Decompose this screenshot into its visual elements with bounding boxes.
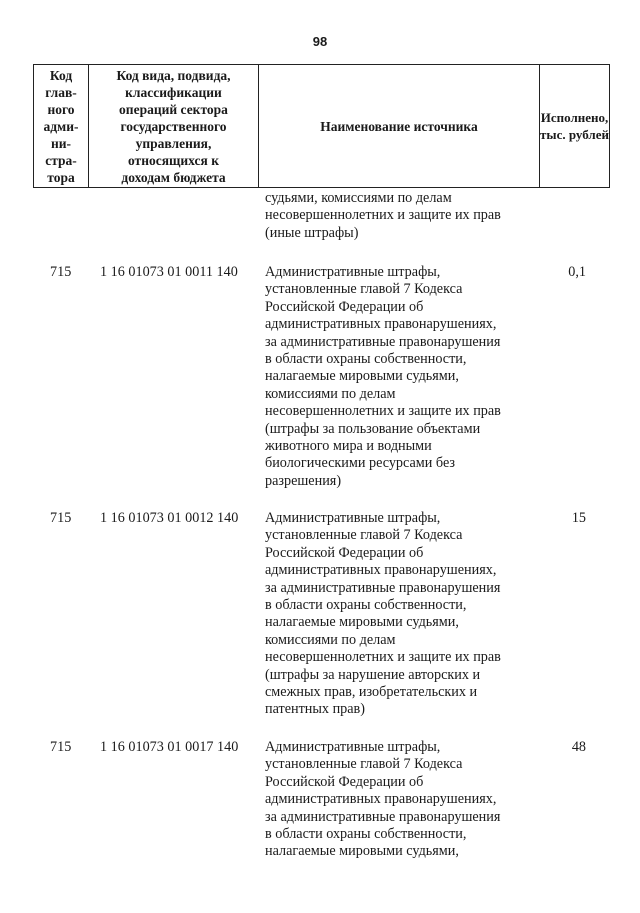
amount: 15 [571,510,586,526]
header-source-name: Наименование источника [259,65,540,187]
continuation-text: судьями, комиссиями по делам несовершеннолетних и защите их прав (иные штрафы) [265,190,501,241]
classification-code: 1 16 01073 01 0011 140 [100,264,238,280]
header-class-code: Код вида, подвида, классификации операций сектора государственного управления, относящихся к доходам бюджета [89,65,259,187]
classification-code: 1 16 01073 01 0017 140 [100,739,239,755]
source-name: Административные штрафы, установленные главой 7 Кодекса Российской Федерации об административных правонарушениях, за административные правонарушения в области охраны собственности, налагаемые мировыми судьями, [265,739,501,860]
source-name: Административные штрафы, установленные главой 7 Кодекса Российской Федерации об административных правонарушениях, за административные правонарушения в области охраны собственности, налагаемые мировыми судьями, комиссиями по делам несовершеннолетних и защите их прав (штрафы за пользование объектами животного мира и водными биологическими ресурсами без разрешения) [265,264,501,489]
source-name: Административные штрафы, установленные главой 7 Кодекса Российской Федерации об административных правонарушениях, за административные правонарушения в области охраны собственности, налагаемые мировыми судьями, комиссиями по делам несовершеннолетних и защите их прав (штрафы за нарушение авторских и смежных прав, изобретательских и патентных прав) [265,510,501,718]
table-header [33,64,610,188]
page-number: 98 [312,34,328,49]
header-admin-code: Код глав- ного адми- ни- стра- тора [34,65,89,187]
amount: 48 [571,739,586,755]
classification-code: 1 16 01073 01 0012 140 [100,510,239,526]
amount: 0,1 [568,264,586,280]
admin-code: 715 [50,510,72,526]
header-amount: Исполнено, тыс. рублей [540,110,609,142]
admin-code: 715 [50,264,72,280]
admin-code: 715 [50,739,72,755]
